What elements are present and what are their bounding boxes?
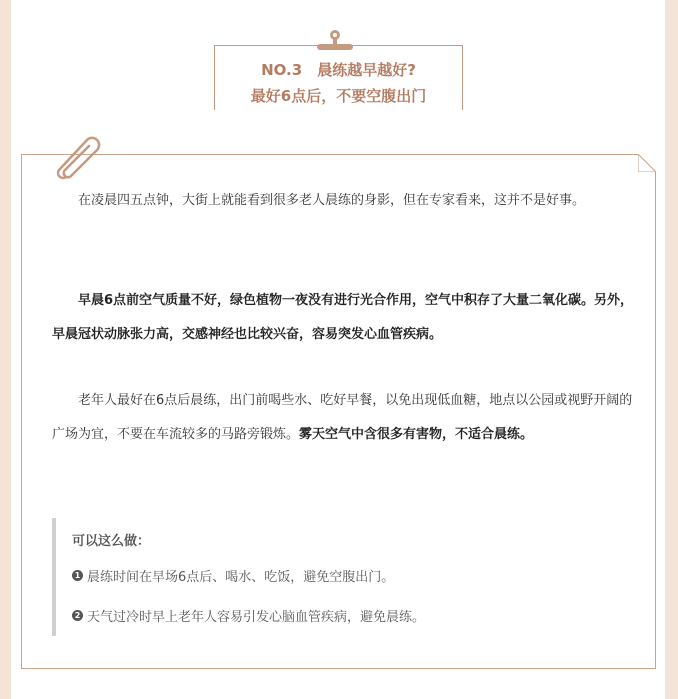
paragraph-3-text: 老年人最好在6点后晨练，出门前喝些水、吃好早餐，以免出现低血糖，地点以公园或视野开阔的广场为宜，不要在车流较多的马路旁锻炼。 [52, 393, 633, 442]
tip-item-text: 晨练时间在早场6点后、喝水、吃饭，避免空腹出门。 [87, 570, 395, 585]
title-card [214, 45, 463, 110]
paragraph-3-bold-text: 雾天空气中含很多有害物，不适合晨练。 [299, 427, 534, 442]
tip-item-text: 天气过冷时早上老年人容易引发心脑血管疾病，避免晨练。 [87, 610, 426, 625]
title-line-2: 最好6点后，不要空腹出门 [250, 87, 427, 105]
number-badge-icon: 2 [72, 610, 83, 621]
content-card [21, 154, 656, 669]
title-line-1: NO.3 晨练越早越好? [261, 61, 416, 79]
paragraph-2-text: 早晨6点前空气质量不好，绿色植物一夜没有进行光合作用，空气中积存了大量二氧化碳。另外，早晨冠状动脉张力高，交感神经也比较兴奋，容易突发心血管疾病。 [52, 293, 634, 342]
tip-heading: 可以这么做： [72, 534, 151, 549]
paragraph-2 [52, 284, 637, 352]
page [11, 0, 665, 699]
paragraph-1: 在凌晨四五点钟，大街上就能看到很多老人晨练的身影，但在专家看来，这并不是好事。 [78, 193, 586, 208]
tip-box [52, 518, 616, 636]
corner-fold-icon [638, 154, 656, 172]
number-badge-icon: 1 [72, 570, 83, 581]
paragraph-3 [52, 384, 637, 452]
tip-item [72, 606, 425, 625]
paperclip-icon [49, 130, 105, 180]
tip-item [72, 566, 394, 585]
